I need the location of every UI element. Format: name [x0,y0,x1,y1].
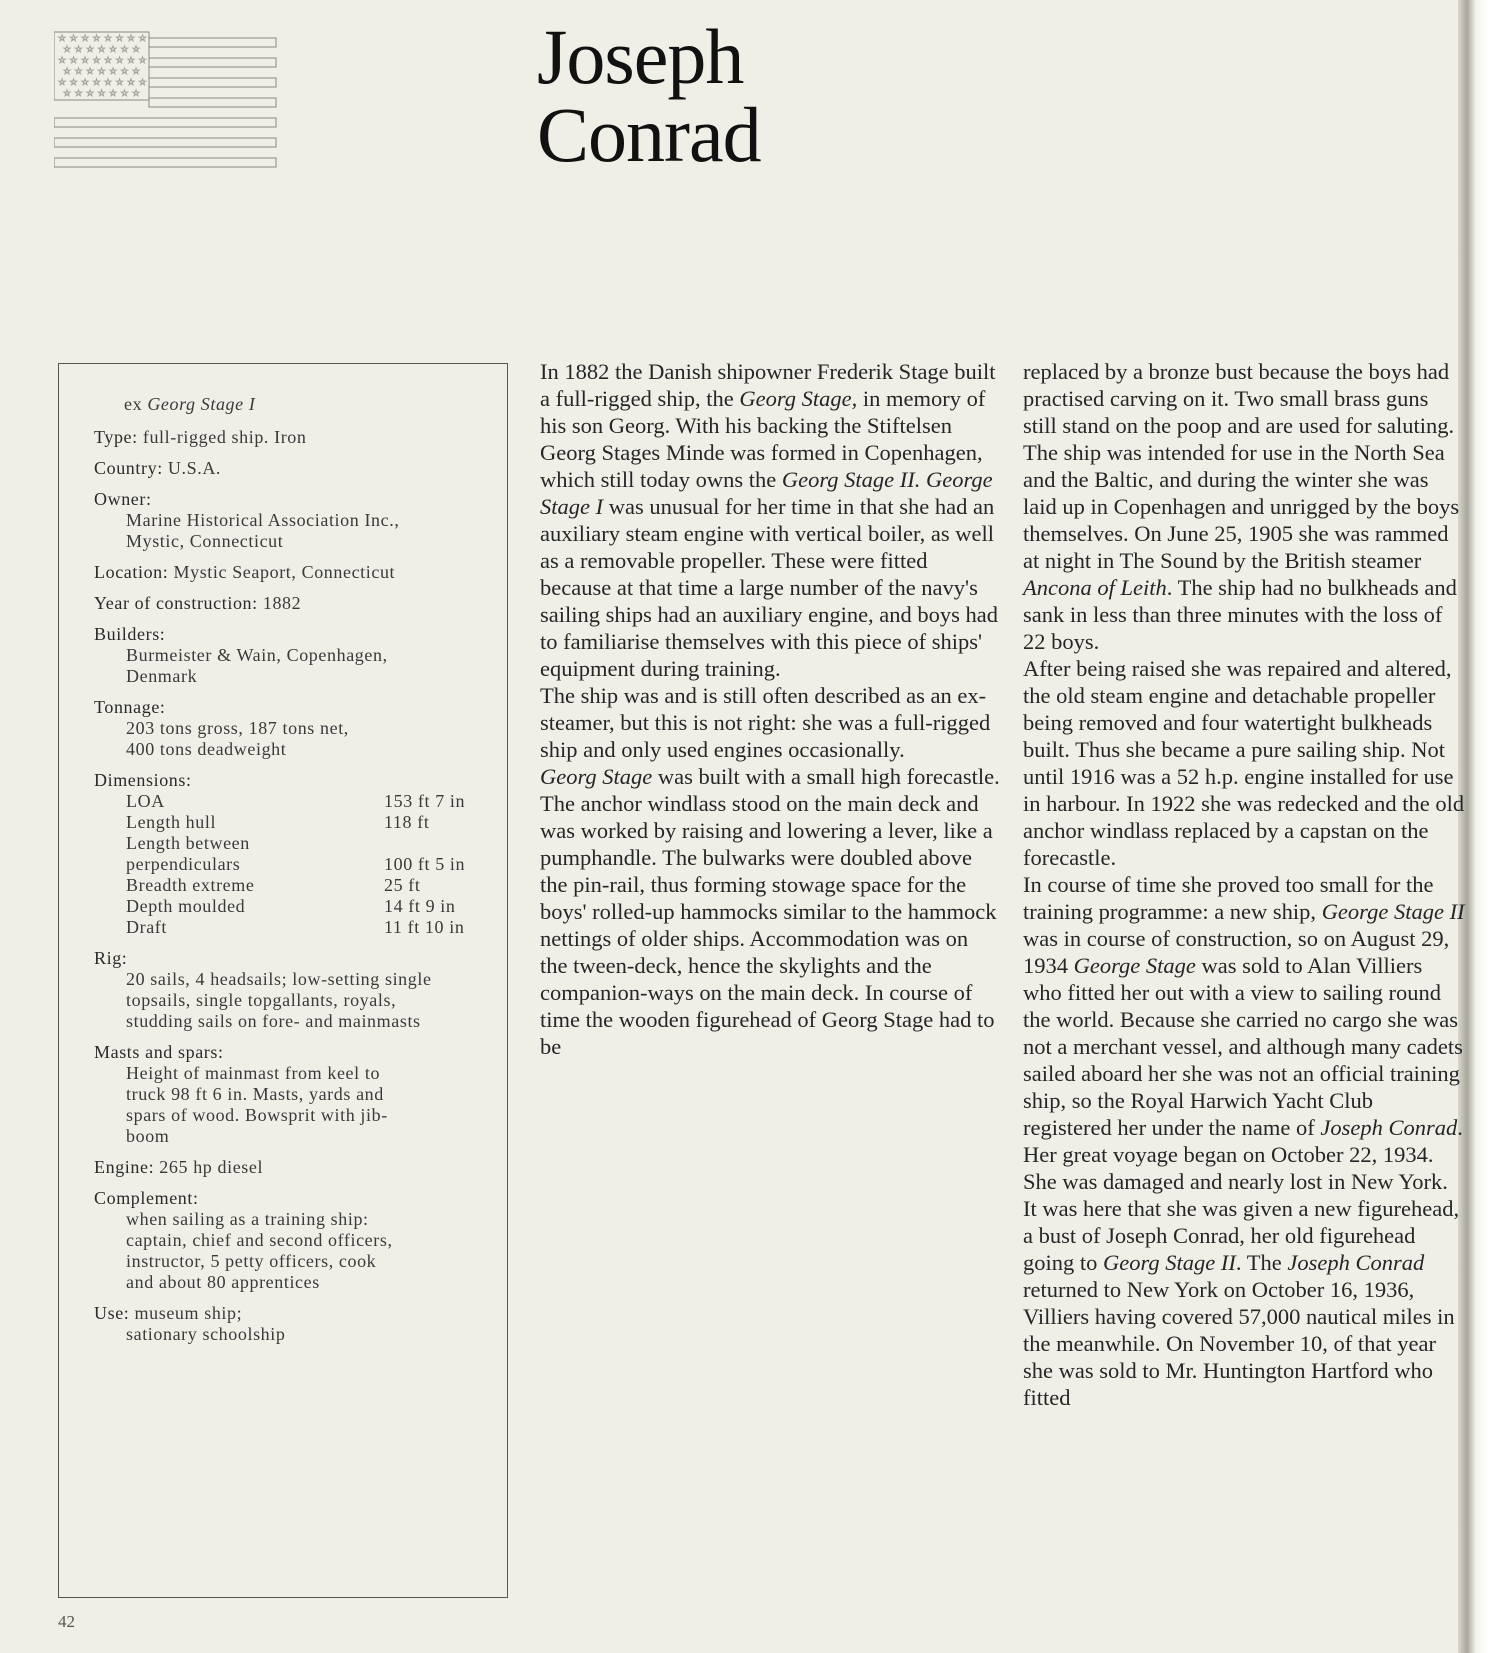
dimension-value: 25 ft [384,875,421,895]
svg-text:☆: ☆ [62,66,72,76]
svg-text:☆: ☆ [108,44,118,54]
svg-text:☆: ☆ [74,44,83,54]
svg-text:☆: ☆ [80,77,90,87]
dimension-row [94,833,494,854]
svg-text:☆: ☆ [97,66,106,76]
dimension-row [94,812,494,833]
svg-text:☆: ☆ [62,88,72,98]
dimension-value: 153 ft 7 in [384,791,466,811]
spec-former-name: ex Georg Stage I [124,394,256,414]
dimension-value: 118 ft [384,812,430,832]
svg-text:☆: ☆ [62,44,72,54]
page-number: 42 [58,1612,75,1631]
paragraph: In 1882 the Danish shipowner Frederik Stage built a full-rigged ship, the Georg Stage, in memory of his son Georg. With his backing the Stiftelsen Georg Stages Minde was formed in Copenhagen, which still today owns the Georg Stage II. George Stage I was unusual for her time in that she had an auxiliary steam engine with vertical boiler, as well as a removable propeller. These were fitted because at that time a large number of the navy's sailing ships had an auxiliary engine, and boys had to familiarise themselves with this piece of ships' equipment during training. [540,359,999,681]
svg-text:☆: ☆ [126,55,136,65]
svg-text:☆: ☆ [85,88,95,98]
dimension-value [384,833,494,854]
spec-dimensions: Dimensions: LOA 153 ft 7 in Length hull 118 ft Length between perpendiculars 100 ft 5 in Breadth extreme 25 ft Depth moulded 14 ft 9 in Draft 11 ft 10 in [94,770,494,938]
specification-list [94,394,494,1355]
us-flag-icon [54,30,278,170]
svg-text:☆: ☆ [69,77,78,87]
svg-text:☆: ☆ [57,77,67,87]
svg-text:☆: ☆ [92,55,101,65]
dimension-name: perpendiculars [126,854,241,874]
spec-country: Country: U.S.A. [94,458,222,478]
dimension-row [94,896,494,917]
dimension-value: 100 ft 5 in [384,854,466,874]
title-line-2: Conrad [537,91,761,178]
svg-text:☆: ☆ [126,77,136,87]
paragraph: replaced by a bronze bust because the boys had practised carving on it. Two small brass guns still stand on the poop and are used for saluting. [1023,359,1455,438]
spec-masts: Masts and spars: Height of mainmast from keel to truck 98 ft 6 in. Masts, yards and spars of wood. Bowsprit with jib- boom [94,1042,388,1146]
svg-text:☆: ☆ [108,66,118,76]
spec-type: Type: full-rigged ship. Iron [94,427,307,447]
dimension-name: LOA [126,791,165,811]
svg-text:☆: ☆ [103,33,113,43]
svg-text:☆: ☆ [138,77,147,87]
spec-complement: Complement: when sailing as a training ship: captain, chief and second officers, instructor, 5 petty officers, cook and about 80 apprentices [94,1188,393,1292]
spec-location: Location: Mystic Seaport, Connecticut [94,562,396,582]
body-text-column-1 [540,358,1000,1060]
svg-text:☆: ☆ [97,44,106,54]
dimension-value: 11 ft 10 in [384,917,465,937]
spec-rig: Rig: 20 sails, 4 headsails; low-setting single topsails, single topgallants, royals, studding sails on fore- and mainmasts [94,948,432,1031]
paragraph: Her great voyage began on October 22, 1934. She was damaged and nearly lost in New York. It was here that she was given a new figurehead, a bust of Joseph Conrad, her old figurehead going to Georg Stage II. The Joseph Conrad returned to New York on October 16, 1936, Villiers having covered 57,000 nautical miles in the meanwhile. On November 10, of that year she was sold to Mr. Huntington Hartford who fitted [1023,1142,1460,1410]
paragraph: After being raised she was repaired and altered, the old steam engine and detachable propeller being removed and four watertight bulkheads built. Thus she became a pure sailing ship. Not until 1916 was a 52 h.p. engine installed for use in harbour. In 1922 she was redecked and the old anchor windlass replaced by a capstan on the forecastle. [1023,656,1465,870]
svg-text:☆: ☆ [69,55,78,65]
svg-text:☆: ☆ [85,44,95,54]
svg-text:☆: ☆ [103,77,113,87]
paragraph: The ship was intended for use in the North Sea and the Baltic, and during the winter she was laid up in Copenhagen and unrigged by the boys themselves. On June 25, 1905 she was rammed at night in The Sound by the British steamer Ancona of Leith. The ship had no bulkheads and sank in less than three minutes with the loss of 22 boys. [1023,440,1460,654]
svg-text:☆: ☆ [131,66,141,76]
svg-text:☆: ☆ [85,66,95,76]
spec-builders: Builders: Burmeister & Wain, Copenhagen, Denmark [94,624,388,686]
svg-text:☆: ☆ [69,33,78,43]
dimension-name: Draft [126,917,167,937]
svg-text:☆: ☆ [57,33,67,43]
dimension-row [94,917,494,938]
svg-text:☆: ☆ [120,44,129,54]
svg-text:☆: ☆ [80,33,90,43]
svg-text:☆: ☆ [92,77,101,87]
dimension-name: Depth moulded [126,896,246,916]
paragraph: The ship was and is still often described as an ex-steamer, but this is not right: she was a full-rigged ship and only used engines occasionally. [540,683,991,762]
spec-year: Year of construction: 1882 [94,593,302,613]
dimension-row [94,791,494,812]
dimension-name: Length hull [126,812,217,832]
svg-text:☆: ☆ [74,66,83,76]
svg-text:☆: ☆ [57,55,67,65]
dimension-row [94,854,494,875]
body-text-column-2 [1023,358,1465,1411]
dimension-value: 14 ft 9 in [384,896,456,916]
svg-text:☆: ☆ [131,88,141,98]
svg-text:☆: ☆ [115,77,124,87]
svg-text:☆: ☆ [138,55,147,65]
svg-text:☆: ☆ [138,33,147,43]
svg-text:☆: ☆ [120,88,129,98]
svg-text:☆: ☆ [115,55,124,65]
dimensions-table [94,791,494,938]
dimension-name: Breadth extreme [126,875,255,895]
svg-text:☆: ☆ [80,55,90,65]
paragraph: Georg Stage was built with a small high forecastle. The anchor windlass stood on the main deck and was worked by raising and lowering a lever, like a pumphandle. The bulwarks were doubled above the pin-rail, thus forming stowage space for the boys' rolled-up hammocks similar to the hammock nettings of older ships. Accommodation was on the tween-deck, hence the skylights and the companion-ways on the main deck. In course of time the wooden figurehead of Georg Stage had to be [540,764,1000,1059]
svg-text:☆: ☆ [74,88,83,98]
svg-text:☆: ☆ [120,66,129,76]
page-title [537,13,761,178]
dimension-row [94,875,494,896]
svg-text:☆: ☆ [131,44,141,54]
spec-tonnage: Tonnage: 203 tons gross, 187 tons net, 400 tons deadweight [94,697,349,759]
svg-text:☆: ☆ [103,55,113,65]
spec-engine: Engine: 265 hp diesel [94,1157,264,1177]
svg-text:☆: ☆ [97,88,106,98]
title-line-1: Joseph [537,13,744,100]
svg-text:☆: ☆ [92,33,101,43]
svg-text:☆: ☆ [115,33,124,43]
specification-box [58,363,508,1598]
paragraph: In course of time she proved too small for the training programme: a new ship, George Stage II was in course of construction, so on August 29, 1934 George Stage was sold to Alan Villiers who fitted her out with a view to sailing round the world. Because she carried no cargo she was not a merchant vessel, and although many cadets sailed aboard her she was not an official training ship, so the Royal Harwich Yacht Club registered her under the name of Joseph Conrad. [1023,872,1465,1140]
spec-use: Use: museum ship; sationary schoolship [94,1303,286,1344]
dimension-name: Length between [126,833,250,853]
svg-text:☆: ☆ [108,88,118,98]
spec-owner: Owner: Marine Historical Association Inc., Mystic, Connecticut [94,489,400,551]
svg-text:☆: ☆ [126,33,136,43]
